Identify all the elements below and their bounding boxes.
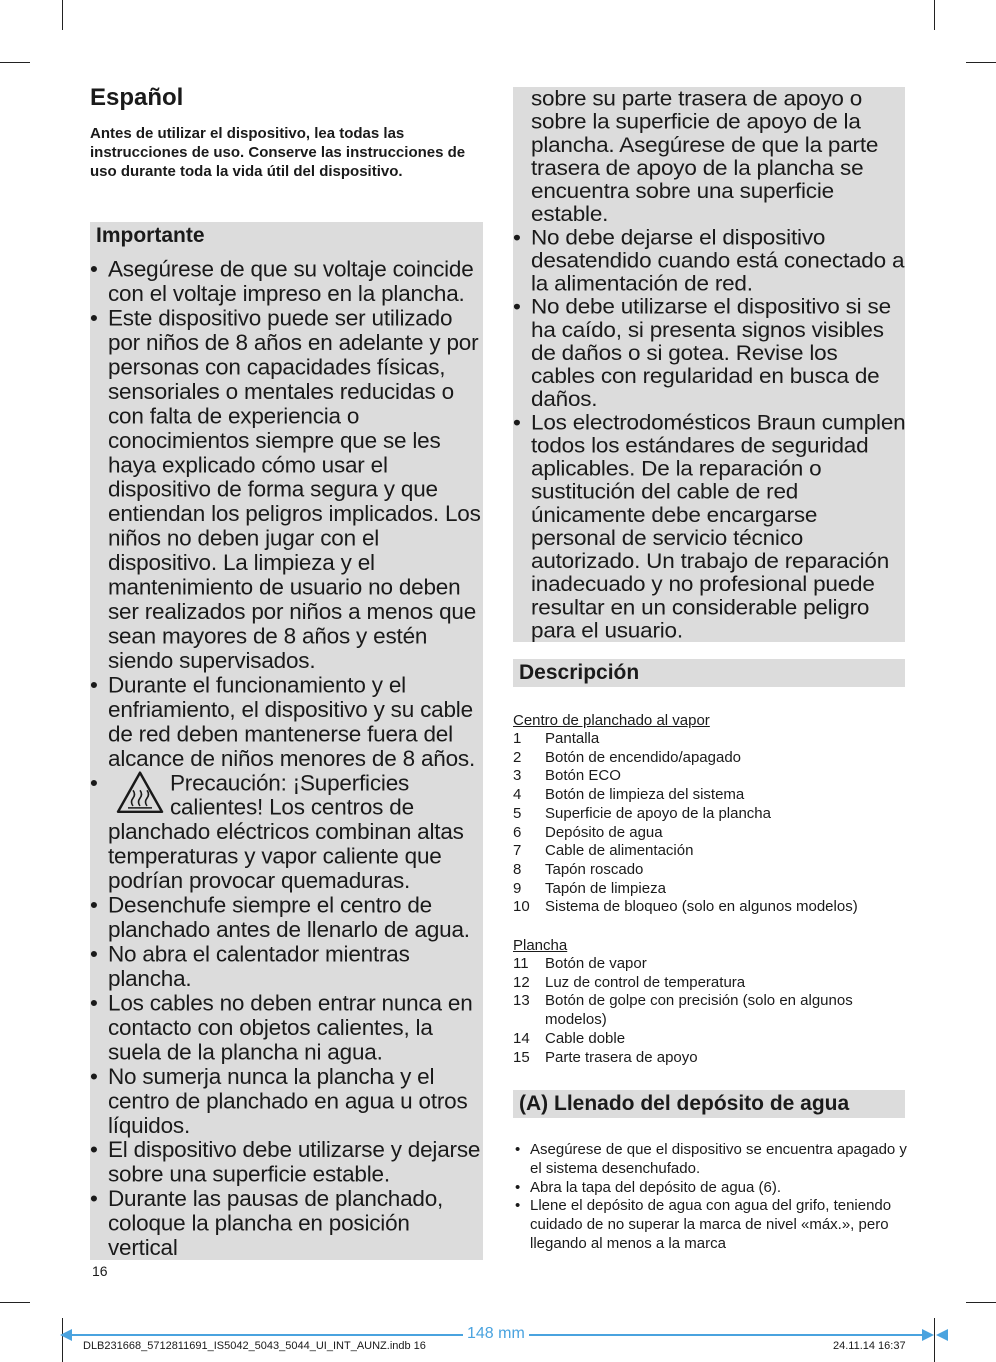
- part-number: 8: [513, 860, 522, 878]
- part-item: [513, 1030, 913, 1049]
- crop-mark: [934, 0, 935, 30]
- part-label: Sistema de bloqueo (solo en algunos modelos): [545, 898, 858, 916]
- part-label: Cable doble: [545, 1029, 626, 1047]
- description-heading-bar: [513, 659, 905, 687]
- arrow-left-icon: [936, 1329, 948, 1341]
- part-number: 12: [513, 973, 530, 991]
- warning-text: Precaución: ¡Superficies: [170, 770, 410, 796]
- filling-list: [513, 1141, 913, 1254]
- part-number: 14: [513, 1029, 530, 1047]
- part-number: 11: [513, 955, 529, 972]
- list-item: • Los cables no deben entrar nunca en contacto con objetos calientes, la suela de la plancha ni agua.: [90, 990, 473, 1065]
- part-item: [513, 880, 913, 899]
- hot-surface-warning-icon: [116, 771, 164, 814]
- iron-label: Plancha: [513, 937, 568, 954]
- important-list: [90, 257, 485, 1260]
- width-label: 148 mm: [463, 1325, 529, 1343]
- part-label: Botón de limpieza del sistema: [545, 786, 745, 804]
- crop-mark: [966, 1302, 996, 1303]
- crop-mark: [966, 62, 996, 63]
- part-item: [513, 898, 913, 917]
- list-item: • Abra la tapa del depósito de agua (6).: [515, 1178, 782, 1196]
- part-item: [513, 824, 913, 843]
- part-item: [513, 767, 913, 786]
- part-label: Superficie de apoyo de la plancha: [545, 804, 771, 822]
- part-number: 2: [513, 748, 522, 766]
- part-item: [513, 786, 913, 805]
- list-item: • Asegúrese de que el dispositivo se encuentra apagado y el sistema desenchufado.: [515, 1141, 907, 1177]
- part-item: [513, 805, 913, 824]
- part-number: 7: [513, 842, 522, 860]
- warning-item: • Precaución: ¡Superficies calientes! Los centros de planchado eléctricos combinan altas temperaturas y vapor caliente que podrían provocar quemaduras.: [90, 771, 485, 893]
- important-heading: Importante: [96, 224, 205, 247]
- list-item: • Durante las pausas de planchado, coloque la plancha en posición vertical: [90, 1186, 444, 1260]
- arrow-right-icon: [922, 1329, 934, 1341]
- arrow-left-icon: [60, 1329, 72, 1341]
- list-item: • Llene el depósito de agua con agua del grifo, teniendo cuidado de no superar la marca de nivel «máx.», pero llegando al menos a la marca: [515, 1197, 892, 1252]
- part-label: Botón ECO: [545, 767, 621, 785]
- part-label: Botón de golpe con precisión (solo en algunos modelos): [545, 992, 853, 1029]
- part-number: 3: [513, 767, 522, 785]
- crop-mark: [62, 0, 63, 30]
- list-item: • Los electrodomésticos Braun cumplen todos los estándares de seguridad aplicables. De la reparación o sustitución del cable de red únicamente debe encargarse personal de servicio técnico autorizado. Un trabajo de reparación inadecuado y no profesional puede resultar en un considerable peligro para el usuario.: [513, 410, 906, 642]
- filling-heading: (A) Llenado del depósito de agua: [519, 1092, 850, 1115]
- part-item: [513, 861, 913, 880]
- part-number: 6: [513, 823, 522, 841]
- list-item: • No abra el calentador mientras plancha.: [90, 941, 410, 991]
- part-label: Tapón de limpieza: [545, 879, 666, 897]
- footer-file-name: DLB231668_5712811691_IS5042_5043_5044_UI_INT_AUNZ.indb 16: [83, 1340, 426, 1352]
- part-item: [513, 730, 913, 749]
- part-item: [513, 955, 913, 974]
- crop-mark: [0, 1302, 30, 1303]
- list-item: • No debe dejarse el dispositivo desatendido cuando está conectado a la alimentación de red.: [513, 225, 905, 296]
- part-label: Luz de control de temperatura: [545, 973, 746, 991]
- list-item: • El dispositivo debe utilizarse y dejarse sobre una superficie estable.: [90, 1137, 481, 1187]
- station-parts-list: [513, 730, 913, 917]
- station-label: Centro de planchado al vapor: [513, 712, 710, 729]
- list-item: • No debe utilizarse el dispositivo si se ha caído, si presenta signos visibles de daños o si gotea. Revise los cables con regularidad en busca de daños.: [513, 295, 891, 411]
- part-item: [513, 1049, 913, 1068]
- part-item: [513, 992, 913, 1029]
- part-number: 10: [513, 898, 530, 916]
- filling-heading-bar: [513, 1090, 905, 1118]
- important-list-continued: [513, 87, 907, 642]
- footer-date: 24.11.14 16:37: [833, 1340, 906, 1352]
- description-heading: Descripción: [519, 661, 640, 684]
- page-number: 16: [92, 1263, 108, 1279]
- crop-mark: [0, 62, 30, 63]
- list-item: • Este dispositivo puede ser utilizado por niños de 8 años en adelante y por personas con capacidades físicas, sensoriales o mentales reducidas o con falta de experiencia o conocimientos siempre que se les haya explicado cómo usar el dispositivo de forma segura y que entiendan los peligros implicados. Los niños no deben jugar con el dispositivo. La limpieza y el mantenimiento de usuario no deben ser realizados por niños a menos que sean mayores de 8 años y estén siendo supervisados.: [90, 305, 481, 673]
- part-label: Depósito de agua: [545, 823, 663, 841]
- list-item: • Desenchufe siempre el centro de planchado antes de llenarlo de agua.: [90, 893, 470, 942]
- list-item-continuation: sobre su parte trasera de apoyo o sobre la superficie de apoyo de la plancha. Asegúrese de que la parte trasera de apoyo de la plancha se encuentra sobre una superficie estable.: [531, 87, 879, 226]
- list-item: • Asegúrese de que su voltaje coincide con el voltaje impreso en la plancha.: [90, 257, 474, 306]
- part-item: [513, 749, 913, 768]
- warning-text: planchado eléctricos combinan altas temperaturas y vapor caliente que podrían provocar quemaduras.: [108, 819, 464, 894]
- warning-text: calientes! Los centros de: [170, 795, 414, 820]
- part-item: [513, 974, 913, 993]
- intro-text: Antes de utilizar el dispositivo, lea todas las instrucciones de uso. Conserve las instrucciones de uso durante toda la vida útil del dispositivo.: [90, 125, 466, 180]
- part-number: 5: [513, 804, 522, 822]
- part-number: 13: [513, 992, 530, 1010]
- part-number: 15: [513, 1048, 530, 1066]
- page-title: Español: [90, 84, 184, 111]
- part-label: Botón de encendido/apagado: [545, 748, 742, 766]
- list-item: • Durante el funcionamiento y el enfriamiento, el dispositivo y su cable de red deben mantenerse fuera del alcance de niños menores de 8 años.: [90, 672, 475, 771]
- iron-parts-list: [513, 955, 913, 1067]
- crop-mark: [934, 1318, 935, 1362]
- part-label: Pantalla: [545, 730, 600, 747]
- part-label: Tapón roscado: [545, 860, 644, 878]
- part-number: 4: [513, 786, 522, 804]
- list-item: • No sumerja nunca la plancha y el centro de planchado en agua u otros líquidos.: [90, 1064, 468, 1138]
- part-item: [513, 842, 913, 861]
- part-number: 1: [513, 730, 522, 747]
- part-label: Cable de alimentación: [545, 842, 694, 860]
- part-label: Botón de vapor: [545, 955, 647, 972]
- part-number: 9: [513, 879, 522, 897]
- part-label: Parte trasera de apoyo: [545, 1048, 698, 1066]
